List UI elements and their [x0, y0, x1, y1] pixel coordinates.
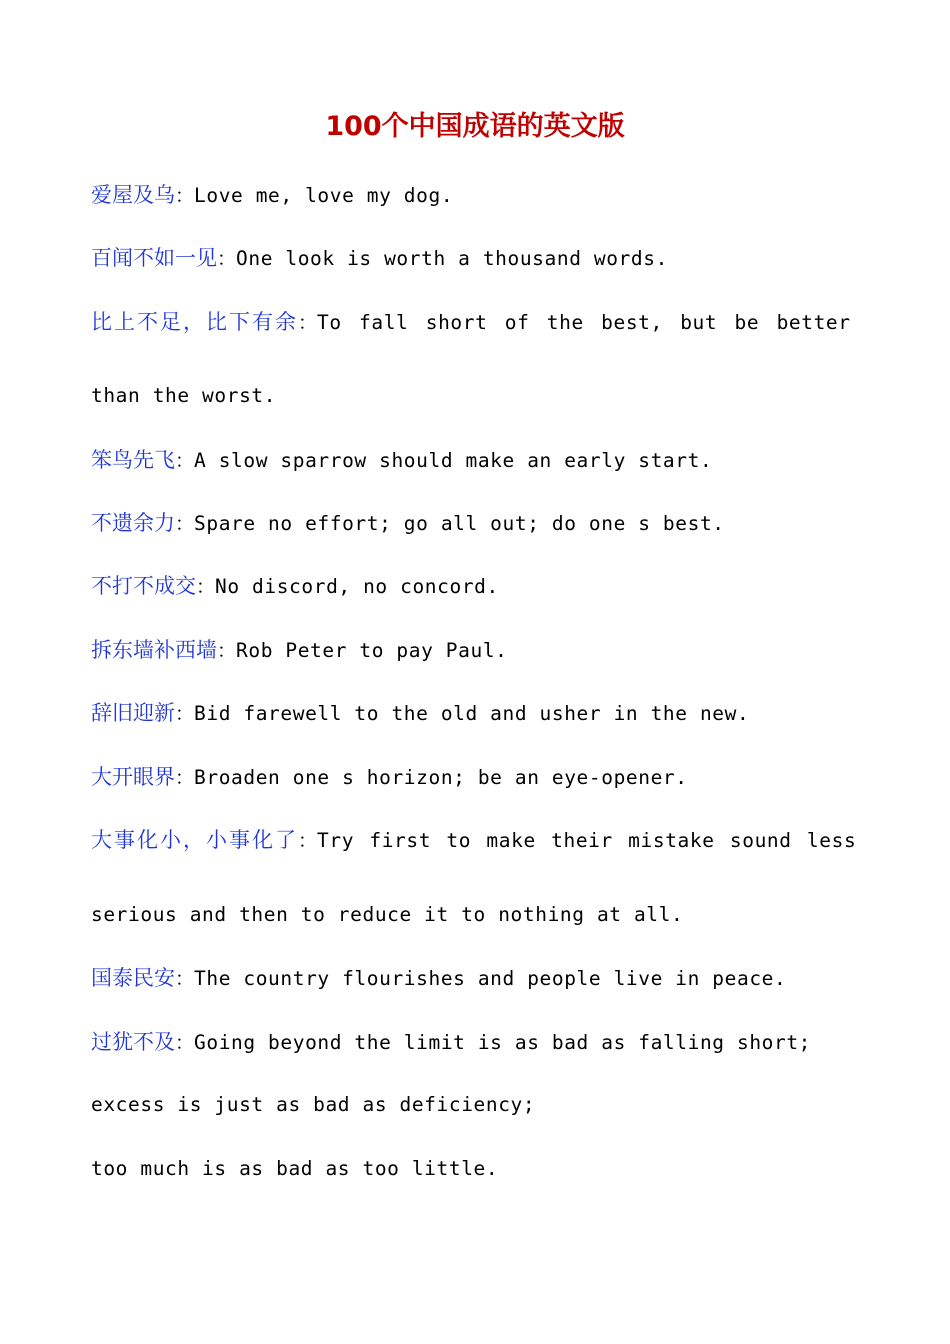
idiom-chinese: 比上不足，比下有余 — [91, 310, 298, 334]
idiom-chinese: 辞旧迎新 — [91, 701, 175, 725]
idiom-english: Broaden one s horizon; be an eye-opener. — [194, 766, 688, 789]
idiom-english: Love me, love my dog. — [194, 184, 454, 207]
idiom-entry — [91, 243, 668, 274]
idiom-colon: ： — [298, 830, 318, 852]
idiom-chinese: 国泰民安 — [91, 966, 175, 990]
idiom-continuation — [91, 381, 276, 411]
idiom-entry — [91, 635, 508, 666]
idiom-colon: ： — [217, 248, 237, 270]
idiom-continuation — [91, 1154, 498, 1184]
idiom-english: Going beyond the limit is as bad as falling short; — [194, 1031, 812, 1054]
idiom-english: Spare no effort; go all out; do one s best. — [194, 512, 725, 535]
idiom-chinese: 拆东墙补西墙 — [91, 638, 217, 662]
idiom-colon: ： — [217, 640, 237, 662]
idiom-colon: ： — [175, 185, 195, 207]
idiom-colon: ： — [175, 513, 195, 535]
idiom-entry — [91, 571, 499, 602]
idiom-colon: ： — [175, 450, 195, 472]
idiom-entry — [91, 698, 749, 729]
idiom-colon: ： — [196, 576, 216, 598]
idiom-entry — [91, 307, 851, 338]
idiom-chinese: 不打不成交 — [91, 574, 196, 598]
idiom-english-continued: excess is just as bad as deficiency; — [91, 1093, 536, 1116]
idiom-continuation — [91, 1090, 535, 1120]
idiom-entry — [91, 445, 712, 476]
idiom-english: No discord, no concord. — [215, 575, 499, 598]
idiom-chinese: 百闻不如一见 — [91, 246, 217, 270]
idiom-colon: ： — [175, 703, 195, 725]
idiom-colon: ： — [175, 1032, 195, 1054]
idiom-english: One look is worth a thousand words. — [236, 247, 668, 270]
idiom-entry — [91, 963, 786, 994]
idiom-english: Rob Peter to pay Paul. — [236, 639, 508, 662]
idiom-english: Try first to make their mistake sound less — [317, 829, 857, 852]
idiom-english-continued: than the worst. — [91, 384, 277, 407]
idiom-chinese: 笨鸟先飞 — [91, 448, 175, 472]
idiom-chinese: 爱屋及乌 — [91, 183, 175, 207]
idiom-english: To fall short of the best, but be better — [317, 311, 851, 334]
idiom-chinese: 过犹不及 — [91, 1030, 175, 1054]
idiom-entry — [91, 762, 688, 793]
page-title: 100个中国成语的英文版 — [325, 111, 625, 142]
idiom-entry — [91, 825, 856, 856]
idiom-english-continued: too much is as bad as too little. — [91, 1157, 499, 1180]
idiom-colon: ： — [175, 968, 195, 990]
idiom-entry — [91, 1027, 811, 1058]
idiom-continuation — [91, 900, 683, 930]
idiom-chinese: 不遗余力 — [91, 511, 175, 535]
idiom-chinese: 大开眼界 — [91, 765, 175, 789]
idiom-english: The country flourishes and people live in peace. — [194, 967, 787, 990]
idiom-colon: ： — [175, 767, 195, 789]
idiom-english: A slow sparrow should make an early start. — [194, 449, 713, 472]
idiom-english: Bid farewell to the old and usher in the new. — [194, 702, 750, 725]
idiom-entry — [91, 508, 725, 539]
idiom-entry — [91, 180, 453, 211]
idiom-english-continued: serious and then to reduce it to nothing at all. — [91, 903, 684, 926]
idiom-chinese: 大事化小，小事化了 — [91, 828, 298, 852]
idiom-colon: ： — [298, 312, 318, 334]
